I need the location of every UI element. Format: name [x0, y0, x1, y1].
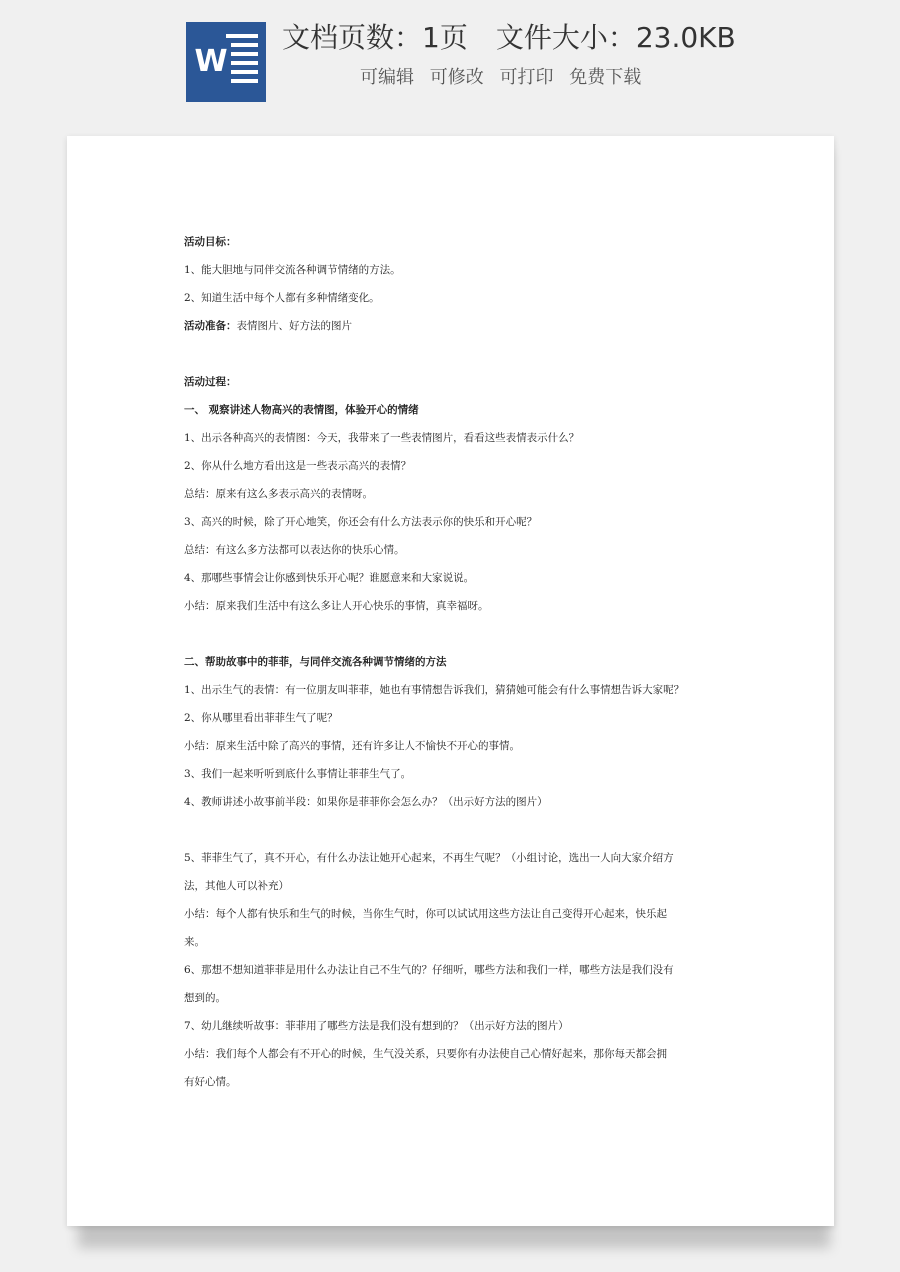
section-2-line: 来。	[184, 936, 205, 948]
preparation-label: 活动准备：	[184, 320, 237, 332]
goal-item-2: 2、知道生活中每个人都有多种情绪变化。	[184, 292, 380, 304]
section-1-line: 1、出示各种高兴的表情图：今天，我带来了一些表情图片，看看这些表情表示什么？	[184, 432, 580, 444]
section-2-line: 小结：每个人都有快乐和生气的时候，当你生气时，你可以试试用这些方法让自己变得开心起来，快乐起	[184, 908, 667, 920]
section-1-heading: 一、 观察讲述人物高兴的表情图，体验开心的情绪	[184, 404, 419, 416]
section-1-line: 2、你从什么地方看出这是一些表示高兴的表情？	[184, 460, 412, 472]
blank-line	[184, 816, 724, 844]
feature-list	[360, 64, 651, 92]
section-1-line: 总结：有这么多方法都可以表达你的快乐心情。	[184, 544, 405, 556]
blank-line	[184, 620, 724, 648]
section-2-line: 想到的。	[184, 992, 226, 1004]
preparation-line	[184, 312, 724, 340]
section-2-heading: 二、帮助故事中的菲菲，与同伴交流各种调节情绪的方法	[184, 656, 447, 668]
section-1-line: 总结：原来有这么多表示高兴的表情呀。	[184, 488, 373, 500]
goal-item-1: 1、能大胆地与同伴交流各种调节情绪的方法。	[184, 264, 401, 276]
page-count: 文档页数：1页	[282, 21, 468, 54]
section-2-line: 6、那想不想知道菲菲是用什么办法让自己不生气的？仔细听，哪些方法和我们一样，哪些方法是我们没有	[184, 964, 674, 976]
section-2-line: 4、教师讲述小故事前半段：如果你是菲菲你会怎么办？（出示好方法的图片）	[184, 796, 548, 808]
feature-printable: 可打印	[499, 67, 554, 88]
file-size: 文件大小：23.0KB	[495, 21, 736, 54]
section-2-line: 2、你从哪里看出菲菲生气了呢？	[184, 712, 338, 724]
section-2-line: 小结：我们每个人都会有不开心的时候，生气没关系，只要你有办法使自己心情好起来，那你每天都会拥	[184, 1048, 667, 1060]
feature-free-download: 免费下载	[569, 67, 642, 88]
document-content	[184, 228, 724, 1096]
process-heading: 活动过程：	[184, 376, 237, 388]
section-2-line: 3、我们一起来听听到底什么事情让菲菲生气了。	[184, 768, 412, 780]
document-page	[67, 136, 834, 1226]
word-document-icon	[186, 22, 266, 102]
section-2-line: 5、菲菲生气了，真不开心，有什么办法让她开心起来，不再生气呢？（小组讨论，选出一人向大家介绍方	[184, 852, 674, 864]
feature-editable: 可编辑	[360, 67, 414, 88]
preparation-text: 表情图片、好方法的图片	[236, 320, 352, 332]
blank-line	[184, 340, 724, 368]
feature-modifiable: 可修改	[429, 67, 484, 88]
section-2-line: 7、幼儿继续听故事：菲菲用了哪些方法是我们没有想到的？（出示好方法的图片）	[184, 1020, 569, 1032]
file-info-title	[282, 20, 736, 56]
section-1-line: 3、高兴的时候，除了开心地笑，你还会有什么方法表示你的快乐和开心呢？	[184, 516, 538, 528]
section-1-line: 4、那哪些事情会让你感到快乐开心呢？谁愿意来和大家说说。	[184, 572, 475, 584]
section-2-line: 有好心情。	[184, 1076, 237, 1088]
section-2-line: 小结：原来生活中除了高兴的事情，还有许多让人不愉快不开心的事情。	[184, 740, 520, 752]
section-2-line: 法，其他人可以补充）	[184, 880, 289, 892]
section-1-line: 小结：原来我们生活中有这么多让人开心快乐的事情，真幸福呀。	[184, 600, 489, 612]
section-2-line: 1、出示生气的表情：有一位朋友叫菲菲，她也有事情想告诉我们，猜猜她可能会有什么事情想告诉大家呢？	[184, 684, 685, 696]
goal-heading: 活动目标：	[184, 236, 237, 248]
download-header	[0, 0, 900, 120]
word-logo-letter: W	[191, 40, 231, 84]
